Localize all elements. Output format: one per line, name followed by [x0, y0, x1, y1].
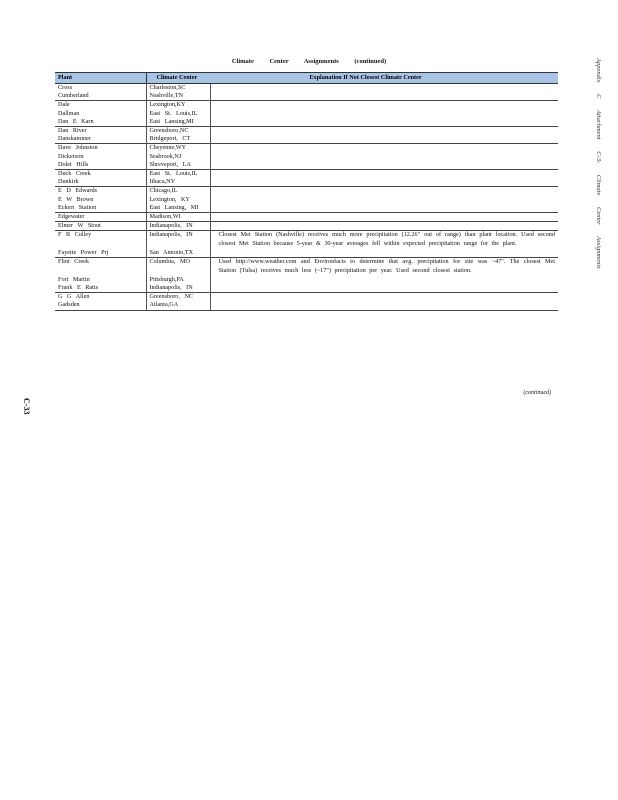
plant-cell: Dave Johnston: [55, 144, 146, 153]
climate-center-cell: Indianapolis, IN: [146, 231, 210, 249]
plant-cell: Dallman: [58, 109, 80, 117]
table-row: [55, 258, 558, 276]
explanation-cell: [210, 293, 558, 302]
climate-center-cell: Seabrook,NJ: [146, 153, 210, 161]
explanation-cell: [210, 161, 558, 170]
climate-center-cell: Madison,WI: [146, 213, 210, 222]
continued-note: (continued): [523, 390, 551, 396]
table-row: [55, 101, 558, 110]
explanation-cell: [210, 170, 558, 179]
header-plant: Plant: [55, 73, 146, 84]
page-number: C-33: [22, 398, 31, 415]
plant-cell: Flint Creek: [55, 258, 146, 276]
explanation-cell: Used http://www.weather.com and Environfacts to determine that avg. precipitation for site was ~47". The closest Met Station (Tulsa) receives much less (~17") precipitation per year. Used second closest station.: [210, 258, 558, 276]
climate-center-cell: East Lansing, MI: [146, 204, 210, 213]
explanation-cell: [210, 301, 558, 310]
explanation-cell: [210, 276, 558, 284]
explanation-cell: [210, 101, 558, 110]
table-row: [55, 135, 558, 144]
plant-cell: Elmer W Stout: [55, 222, 146, 231]
table-row: [55, 222, 558, 231]
table-row: [55, 170, 558, 179]
explanation-cell: [210, 284, 558, 293]
plant-cell: Dan River: [55, 127, 146, 136]
page-title: Climate Center Assignments (continued): [231, 58, 387, 65]
explanation-cell: [210, 135, 558, 144]
table-row: [55, 196, 558, 204]
table-row: [55, 178, 558, 187]
explanation-cell: [210, 127, 558, 136]
plant-cell: Dan E Karn: [58, 117, 94, 125]
table-row: [55, 293, 558, 302]
table-row: [55, 153, 558, 161]
climate-center-cell: East Lansing,MI: [146, 118, 210, 127]
explanation-cell: [210, 222, 558, 231]
climate-center-cell: Greensboro,NC: [146, 127, 210, 136]
climate-center-cell: Indianapolis, IN: [146, 222, 210, 231]
table-row: [55, 231, 558, 249]
climate-center-cell: Bridgeport, CT: [146, 135, 210, 144]
explanation-cell: [210, 84, 558, 93]
table-row: [55, 127, 558, 136]
climate-center-cell: East St. Louis,IL: [146, 110, 210, 118]
table-row: [55, 110, 558, 118]
plant-cell: Cross: [55, 84, 146, 93]
climate-center-cell: Charleston,SC: [146, 84, 210, 93]
side-header: Appendix C Attachment C-3: Climate Center Assignments: [595, 58, 602, 269]
plant-cell: Edgewater: [55, 213, 146, 222]
plant-cell: Frank E Ratts: [58, 284, 99, 292]
explanation-cell: [210, 187, 558, 196]
climate-center-cell: Nashville,TN: [146, 92, 210, 101]
plant-cell: Gadsden: [55, 301, 146, 310]
explanation-cell: [210, 144, 558, 153]
header-climate-center: Climate Center: [146, 73, 210, 84]
plant-cell: Dickerson: [58, 152, 84, 160]
climate-center-cell: Lexington, KY: [146, 196, 210, 204]
table-row: [55, 144, 558, 153]
table-row: [55, 187, 558, 196]
climate-center-cell: Cheyenne,WY: [146, 144, 210, 153]
explanation-cell: [210, 213, 558, 222]
explanation-cell: Closest Met Station (Nashville) receives much more precipitation (12.26" out of range) than plant location. Used second closest Met Station because 5-year & 30-year averages fell within expected precipitation range for the plant.: [210, 231, 558, 249]
climate-center-cell: Pittsburgh,PA: [146, 276, 210, 284]
climate-center-cell: Chicago,IL: [146, 187, 210, 196]
table-body: [55, 84, 558, 311]
explanation-cell: [210, 204, 558, 213]
table-row: [55, 161, 558, 170]
plant-cell: Dunkirk: [58, 178, 79, 186]
plant-cell: Duck Creek: [55, 170, 146, 179]
plant-cell: Dale: [55, 101, 146, 110]
table-row: [55, 118, 558, 127]
explanation-cell: [210, 153, 558, 161]
table-row: [55, 276, 558, 284]
header-explanation: Explanation If Not Closest Climate Center: [210, 73, 558, 84]
plant-cell: G G Allen: [55, 293, 146, 302]
plant-cell: E D Edwards: [55, 187, 146, 196]
plant-cell: Dolet Hills: [58, 160, 89, 168]
climate-center-cell: Columbia, MO: [146, 258, 210, 276]
climate-center-cell: East St. Louis,IL: [146, 170, 210, 179]
plant-cell: E W Brown: [58, 195, 94, 203]
table-row: [55, 92, 558, 101]
climate-center-table: [55, 72, 558, 311]
table-row: [55, 301, 558, 310]
plant-cell: Cumberland: [58, 92, 89, 100]
explanation-cell: [210, 110, 558, 118]
table-row: [55, 249, 558, 258]
plant-cell: Fort Martin: [58, 275, 90, 283]
climate-center-cell: Lexington,KY: [146, 101, 210, 110]
explanation-cell: [210, 92, 558, 101]
explanation-cell: [210, 196, 558, 204]
table-row: [55, 284, 558, 293]
climate-center-cell: Greensboro, NC: [146, 293, 210, 302]
explanation-cell: [210, 118, 558, 127]
table-row: [55, 204, 558, 213]
table-header-row: [55, 73, 558, 84]
plant-cell: Eckert Station: [58, 203, 97, 211]
climate-center-cell: San Antonio,TX: [146, 249, 210, 258]
table-row: [55, 213, 558, 222]
plant-cell: Fayette Power Prj: [58, 249, 109, 257]
explanation-cell: [210, 178, 558, 187]
climate-center-cell: Atlanta,GA: [146, 301, 210, 310]
plant-cell: F B Culley: [55, 231, 146, 249]
climate-center-cell: Ithaca,NY: [146, 178, 210, 187]
table-row: [55, 84, 558, 93]
plant-cell: Danskammer: [58, 135, 91, 143]
explanation-cell: [210, 249, 558, 258]
climate-center-cell: Shreveport, LA: [146, 161, 210, 170]
climate-center-cell: Indianapolis, IN: [146, 284, 210, 293]
